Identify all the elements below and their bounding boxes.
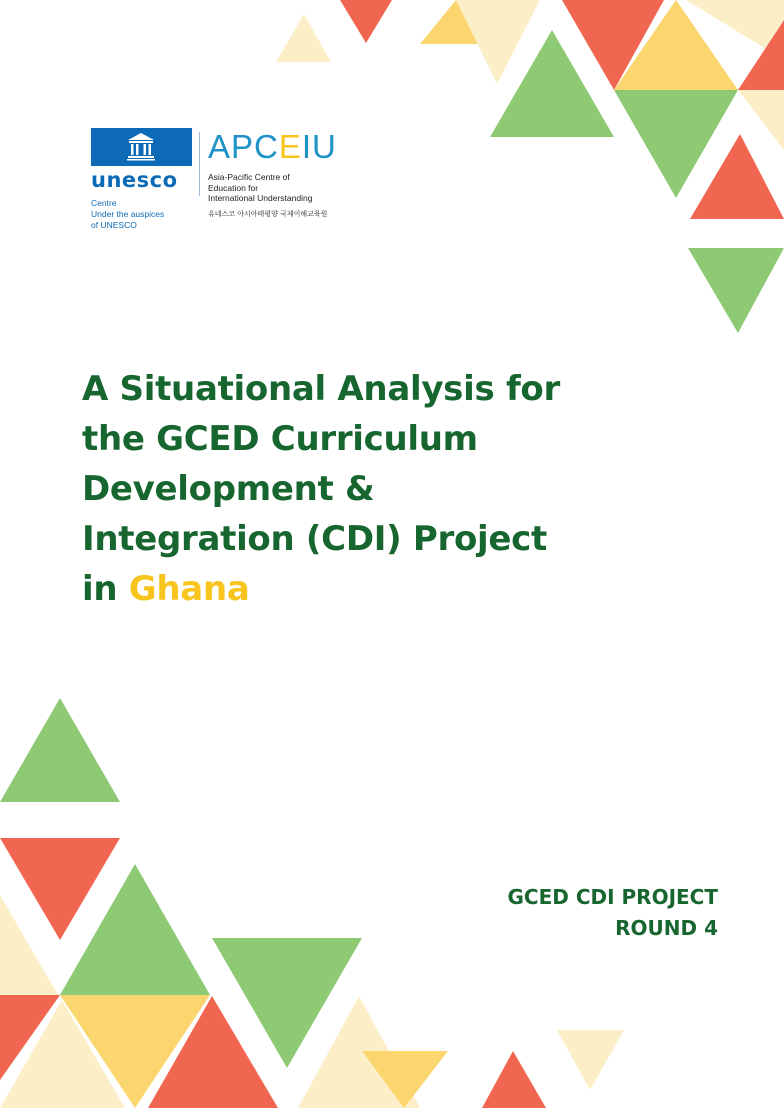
project-name: GCED CDI PROJECT xyxy=(507,885,718,909)
project-round: ROUND 4 xyxy=(615,916,718,940)
unesco-emblem xyxy=(91,128,192,166)
title-line: Integration (CDI) Project xyxy=(82,519,547,559)
apceiu-highlight: E xyxy=(278,128,302,165)
unesco-sub-line: Centre xyxy=(91,198,117,208)
title-country: Ghana xyxy=(128,569,250,609)
triangle-green xyxy=(0,698,120,802)
triangle-green xyxy=(688,248,784,333)
unesco-sub-line: of UNESCO xyxy=(91,220,137,230)
title-line xyxy=(82,564,582,614)
apceiu-description xyxy=(208,172,312,204)
triangle-red xyxy=(340,0,392,43)
unesco-logo-text: unesco xyxy=(91,168,178,192)
apceiu-desc-line: Education for xyxy=(208,182,259,193)
triangle-red xyxy=(482,1051,546,1108)
apceiu-korean-name: 유네스코 아시아태평양 국제이해교육원 xyxy=(208,210,328,218)
apceiu-logo-text xyxy=(208,128,337,166)
title-last-prefix: in xyxy=(82,569,129,609)
title-line: Development & xyxy=(82,469,375,509)
triangle-cream xyxy=(738,90,784,150)
apceiu-desc-line: Asia-Pacific Centre of xyxy=(208,172,290,182)
unesco-sub-line: Under the auspices xyxy=(91,209,165,219)
logo-divider xyxy=(199,132,200,196)
apceiu-desc-line: International Understanding xyxy=(208,193,313,203)
triangle-cream xyxy=(276,14,331,62)
title-line: the GCED Curriculum xyxy=(82,419,478,459)
document-title xyxy=(82,364,582,614)
temple-icon xyxy=(91,128,192,166)
apceiu-suffix: IU xyxy=(301,128,337,165)
project-label xyxy=(508,882,719,944)
unesco-subtitle xyxy=(91,198,164,231)
logo-block xyxy=(91,128,351,238)
apceiu-prefix: APC xyxy=(208,128,279,165)
triangle-cream xyxy=(557,1030,624,1090)
title-line: A Situational Analysis for xyxy=(82,369,560,409)
